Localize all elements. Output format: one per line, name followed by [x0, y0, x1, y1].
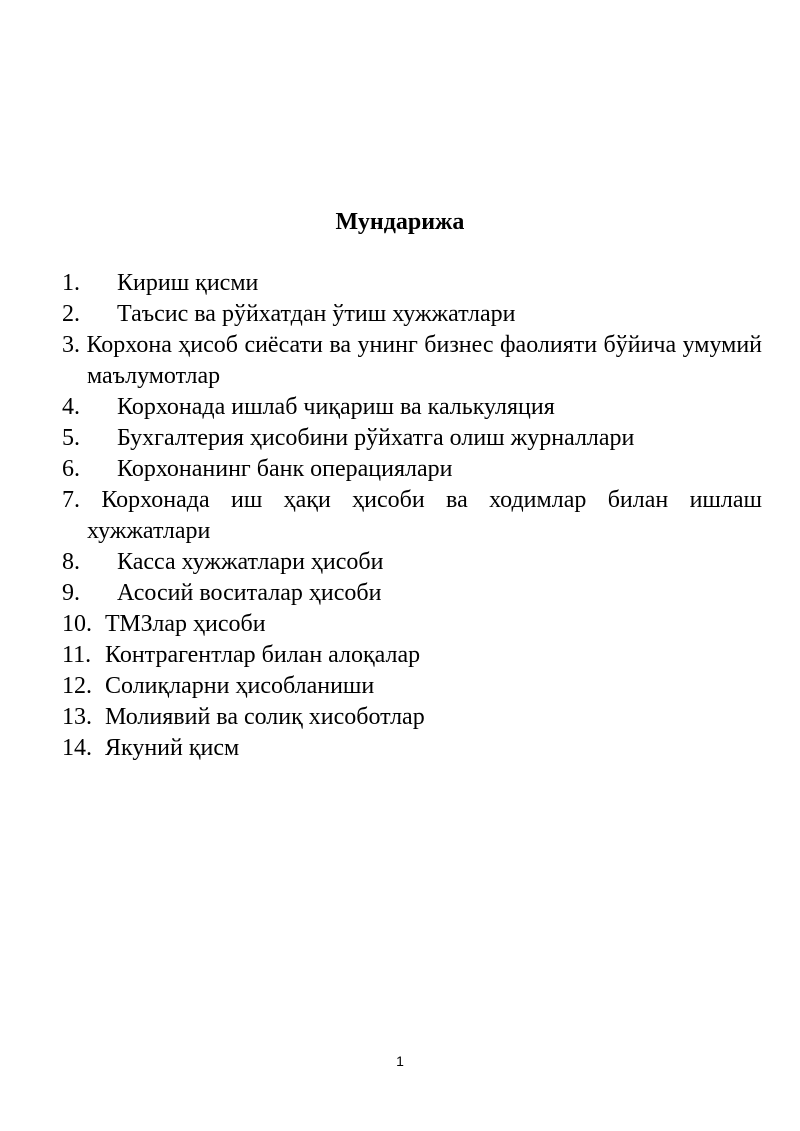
toc-item-text: ТМЗлар ҳисоби	[105, 611, 266, 637]
toc-item-text: Молиявий ва солиқ хисоботлар	[105, 704, 425, 730]
toc-item-6	[62, 454, 762, 485]
toc-item-number: 10.	[62, 611, 92, 637]
toc-item-number: 14.	[62, 735, 92, 761]
toc-item-text: Таъсис ва рўйхатдан ўтиш хужжатлари	[117, 301, 516, 327]
toc-item-number: 8.	[62, 549, 80, 575]
toc-item-number: 1.	[62, 270, 80, 296]
toc-item-number: 5.	[62, 425, 80, 451]
toc-item-number: 12.	[62, 673, 92, 699]
toc-item-number: 6.	[62, 456, 80, 482]
toc-item-5	[62, 423, 762, 454]
table-of-contents	[62, 268, 762, 764]
toc-item-text: Корхонанинг банк операциялари	[117, 456, 453, 482]
toc-item-text: Касса хужжатлари ҳисоби	[117, 549, 384, 575]
toc-item-text: Корхонада ишлаб чиқариш ва калькуляция	[117, 394, 555, 420]
toc-item-text: Корхонада иш ҳақи ҳисоби ва ходимлар билан ишлаш хужжатлари	[87, 487, 763, 544]
toc-item-2	[62, 299, 762, 330]
page-number: 1	[396, 1053, 404, 1069]
toc-item-13	[62, 702, 762, 733]
toc-item-text: Солиқларни ҳисобланиши	[105, 673, 375, 699]
toc-item-text: Якуний қисм	[105, 735, 240, 761]
toc-item-number: 9.	[62, 580, 80, 606]
toc-item-number: 13.	[62, 704, 92, 730]
toc-item-text: Асосий воситалар ҳисоби	[117, 580, 382, 606]
toc-item-text: Контрагентлар билан алоқалар	[105, 642, 421, 668]
page-title: Мундарижа	[335, 209, 465, 235]
toc-item-number: 2.	[62, 301, 80, 327]
toc-item-10	[62, 609, 762, 640]
toc-item-12	[62, 671, 762, 702]
toc-item-8	[62, 547, 762, 578]
toc-item-number: 4.	[62, 394, 80, 420]
toc-item-number: 7.	[62, 487, 80, 513]
toc-item-9	[62, 578, 762, 609]
toc-item-11	[62, 640, 762, 671]
toc-item-text: Кириш қисми	[117, 270, 259, 296]
toc-item-number: 3.	[62, 332, 80, 358]
toc-item-1	[62, 268, 762, 299]
toc-item-number: 11.	[62, 642, 92, 668]
toc-item-3	[62, 330, 762, 392]
toc-item-7	[62, 485, 762, 547]
toc-item-4	[62, 392, 762, 423]
toc-item-14	[62, 733, 762, 764]
toc-item-text: Корхона ҳисоб сиёсати ва унинг бизнес фаолияти бўйича умумий маълумотлар	[86, 332, 763, 389]
toc-item-text: Бухгалтерия ҳисобини рўйхатга олиш журналлари	[117, 425, 635, 451]
